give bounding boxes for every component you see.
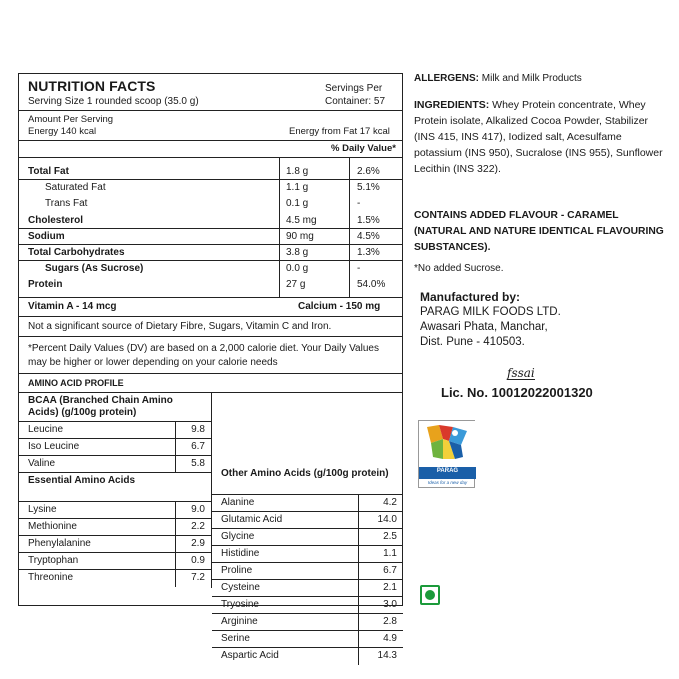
- amino-acid-name: Valine: [28, 458, 56, 469]
- amino-acid-row: [212, 546, 403, 563]
- nutrient-amount: 1.1 g: [286, 182, 309, 194]
- nutrient-row: [19, 180, 402, 196]
- ingredients-text: Whey Protein concentrate, Whey Protein isolate, Alkalized Cocoa Powder, Stabilizer (INS 415, INS 417), Iodized salt, Acesulfame potassium (INS 950), Sucralose (INS 955), Sunflower Lecithin (INS 322).: [414, 99, 663, 175]
- nutrient-row: [19, 164, 402, 180]
- amino-acid-value: 6.7: [191, 441, 205, 452]
- daily-value-note: *Percent Daily Values (DV) are based on a 2,000 calorie diet. Your Daily Values may be higher or lower depending on your calorie needs: [28, 343, 379, 368]
- logo-brand: PARAG: [436, 468, 459, 474]
- energy-from-fat: Energy from Fat 17 kcal: [289, 126, 390, 137]
- amino-value-divider: [358, 495, 359, 511]
- servings-per-line2: Container: 57: [325, 96, 386, 107]
- amino-value-divider: [358, 597, 359, 613]
- parag-logo-icon: [418, 420, 475, 488]
- amino-value-divider: [175, 570, 176, 587]
- amino-acid-row: [212, 529, 403, 546]
- not-significant-note-row: [19, 317, 402, 337]
- amino-acid-value: 4.2: [383, 497, 397, 508]
- other-amino-header-row: [212, 466, 403, 495]
- nutrient-amount: 0.1 g: [286, 198, 309, 210]
- nutrient-name: Sugars (As Sucrose): [45, 263, 144, 275]
- nutrient-daily-value: 1.3%: [357, 247, 380, 258]
- amino-value-divider: [358, 648, 359, 665]
- nutrient-row: [19, 213, 402, 229]
- nutrient-daily-value: 5.1%: [357, 182, 380, 194]
- amino-acid-value: 3.0: [383, 599, 397, 610]
- amino-acid-value: 7.2: [191, 572, 205, 583]
- amino-acid-row: [19, 422, 211, 439]
- amino-acid-value: 2.1: [383, 582, 397, 593]
- serving-size: Serving Size 1 rounded scoop (35.0 g): [28, 96, 199, 107]
- vitamin-a: Vitamin A - 14 mcg: [28, 301, 117, 312]
- amino-acid-value: 9.8: [191, 424, 205, 435]
- nutrient-amount: 27 g: [286, 279, 306, 291]
- amino-acid-grid: [19, 393, 402, 661]
- amino-acid-name: Lysine: [28, 504, 57, 515]
- amino-left-column: [19, 393, 212, 588]
- amino-acid-row: [19, 439, 211, 456]
- amino-acid-row: [19, 570, 211, 587]
- nutrient-amount: 0.0 g: [286, 263, 309, 275]
- nutrient-name: Sodium: [28, 230, 65, 242]
- amino-acid-value: 6.7: [383, 565, 397, 576]
- amino-acid-name: Threonine: [28, 572, 74, 583]
- amino-value-divider: [175, 502, 176, 518]
- nutrient-amount: 4.5 mg: [286, 214, 317, 226]
- not-significant-note: Not a significant source of Dietary Fibre, Sugars, Vitamin C and Iron.: [28, 321, 332, 332]
- amino-acid-value: 14.0: [377, 514, 397, 525]
- amino-value-divider: [358, 529, 359, 545]
- servings-per-container: [325, 82, 385, 108]
- nutrient-row: [19, 245, 402, 261]
- nutrient-name: Cholesterol: [28, 214, 84, 226]
- amino-acid-title-row: [19, 374, 402, 393]
- amino-acid-row: [212, 563, 403, 580]
- nutrient-daily-value: 2.6%: [357, 166, 380, 177]
- vitamin-row: [19, 298, 402, 317]
- nutrient-daily-value: 4.5%: [357, 230, 380, 242]
- amino-right-column: [212, 466, 403, 661]
- added-flavour-statement: CONTAINS ADDED FLAVOUR - CARAMEL (NATURAL AND NATURE IDENTICAL FLAVOURING SUBSTANCES).: [414, 210, 664, 253]
- nutrient-separator: [19, 179, 402, 180]
- calcium: Calcium - 150 mg: [298, 301, 381, 312]
- amino-acid-name: Glutamic Acid: [221, 514, 283, 525]
- ingredients: [414, 97, 666, 177]
- license-number: Lic. No. 10012022001320: [441, 385, 593, 400]
- amino-acid-name: Leucine: [28, 424, 64, 435]
- nutrient-amount: 90 mg: [286, 230, 314, 242]
- amount-per-serving-label: Amount Per Serving: [28, 114, 114, 125]
- amino-acid-row: [212, 580, 403, 597]
- amino-acid-name: Alanine: [221, 497, 255, 508]
- amino-value-divider: [358, 580, 359, 596]
- daily-value-header-row: [19, 141, 402, 158]
- amino-acid-value: 2.5: [383, 531, 397, 542]
- nutrient-daily-value: 54.0%: [357, 279, 386, 291]
- amino-acid-name: Glycine: [221, 531, 255, 542]
- amino-acid-row: [212, 631, 403, 648]
- amino-acid-value: 1.1: [383, 548, 397, 559]
- amino-acid-row: [212, 614, 403, 631]
- nutrient-row: [19, 277, 402, 293]
- logo-tagline: Ideas for a new day: [427, 480, 468, 485]
- essential-amino-header: Essential Amino Acids: [28, 475, 136, 486]
- amino-acid-value: 5.8: [191, 458, 205, 469]
- nutrient-name: Total Fat: [28, 166, 69, 177]
- nutrition-facts-panel: [18, 73, 403, 661]
- amino-acid-name: Methionine: [28, 521, 77, 532]
- amino-acid-row: [19, 502, 211, 519]
- manufacturer-title: Manufactured by:: [420, 290, 521, 304]
- nutrient-row: [19, 261, 402, 277]
- nutrient-amount: 3.8 g: [286, 247, 309, 258]
- nutrient-row: [19, 229, 402, 245]
- nutrient-daily-value: -: [357, 198, 361, 210]
- amino-value-divider: [175, 439, 176, 455]
- amino-acid-row: [19, 456, 211, 473]
- amino-acid-name: Histidine: [221, 548, 260, 559]
- nutrient-amount: 1.8 g: [286, 166, 309, 177]
- amino-acid-value: 2.9: [191, 538, 205, 549]
- bcaa-header-row: [19, 393, 211, 422]
- amino-acid-name: Proline: [221, 565, 253, 576]
- amino-acid-value: 0.9: [191, 555, 205, 566]
- nutrient-name: Protein: [28, 279, 63, 291]
- nutrition-header: [19, 74, 402, 111]
- nutrition-title: NUTRITION FACTS: [28, 78, 156, 94]
- amount-per-serving-section: [19, 111, 402, 141]
- nutrient-daily-value: 1.5%: [357, 214, 380, 226]
- nutrient-separator: [19, 244, 402, 245]
- amino-acid-row: [19, 519, 211, 536]
- amino-acid-row: [212, 648, 403, 665]
- amino-value-divider: [175, 456, 176, 472]
- nutrient-separator: [19, 260, 402, 261]
- nutrient-daily-value: -: [357, 263, 361, 275]
- ingredients-label: INGREDIENTS:: [414, 99, 490, 111]
- servings-per-line1: Servings Per: [325, 83, 383, 94]
- amino-value-divider: [358, 614, 359, 630]
- amino-acid-name: Iso Leucine: [28, 441, 80, 452]
- amino-acid-value: 14.3: [377, 650, 397, 661]
- essential-amino-header-row: [19, 473, 211, 502]
- amino-acid-value: 2.2: [191, 521, 205, 532]
- nutrient-table: [19, 158, 402, 298]
- veg-dot: [425, 590, 435, 600]
- amino-acid-name: Serine: [221, 633, 250, 644]
- manufacturer-address-line2: Dist. Pune - 410503.: [420, 336, 525, 348]
- allergens: [414, 73, 582, 84]
- amino-acid-value: 2.8: [383, 616, 397, 627]
- amino-acid-name: Phenylalanine: [28, 538, 91, 549]
- nutrient-name: Total Carbohydrates: [28, 247, 125, 258]
- other-amino-header: Other Amino Acids (g/100g protein): [221, 468, 389, 479]
- energy-value: Energy 140 kcal: [28, 126, 97, 137]
- nutrient-row: [19, 196, 402, 212]
- allergens-text: Milk and Milk Products: [479, 73, 582, 84]
- daily-value-header: % Daily Value*: [331, 143, 396, 154]
- amino-acid-name: Tryptophan: [28, 555, 79, 566]
- amino-value-divider: [175, 422, 176, 438]
- fssai-logo: fssai: [507, 366, 535, 380]
- amino-acid-row: [19, 553, 211, 570]
- allergens-label: ALLERGENS:: [414, 73, 479, 84]
- amino-value-divider: [175, 519, 176, 535]
- nutrient-name: Saturated Fat: [45, 182, 106, 194]
- amino-value-divider: [175, 536, 176, 552]
- daily-value-note-row: [19, 337, 402, 374]
- amino-value-divider: [358, 563, 359, 579]
- amino-value-divider: [358, 512, 359, 528]
- amino-acid-value: 9.0: [191, 504, 205, 515]
- veg-symbol-icon: [420, 585, 440, 605]
- amino-acid-row: [19, 536, 211, 553]
- amino-value-divider: [358, 546, 359, 562]
- amino-acid-name: Cysteine: [221, 582, 260, 593]
- manufacturer-block: [420, 290, 561, 350]
- manufacturer-address-line1: Awasari Phata, Manchar,: [420, 321, 548, 333]
- amino-value-divider: [358, 631, 359, 647]
- amino-acid-row: [212, 597, 403, 614]
- bcaa-header: BCAA (Branched Chain Amino Acids) (g/100g protein): [28, 395, 173, 418]
- amino-acid-name: Tryosine: [221, 599, 259, 610]
- amino-acid-name: Aspartic Acid: [221, 650, 279, 661]
- amino-acid-row: [212, 512, 403, 529]
- amino-value-divider: [175, 553, 176, 569]
- nutrient-name: Trans Fat: [45, 198, 88, 210]
- amino-acid-row: [212, 495, 403, 512]
- amino-acid-name: Arginine: [221, 616, 258, 627]
- amino-acid-value: 4.9: [383, 633, 397, 644]
- nutrient-separator: [19, 228, 402, 229]
- no-sucrose-note: *No added Sucrose.: [414, 263, 504, 274]
- amino-acid-title: AMINO ACID PROFILE: [28, 378, 124, 388]
- manufacturer-name: PARAG MILK FOODS LTD.: [420, 306, 561, 318]
